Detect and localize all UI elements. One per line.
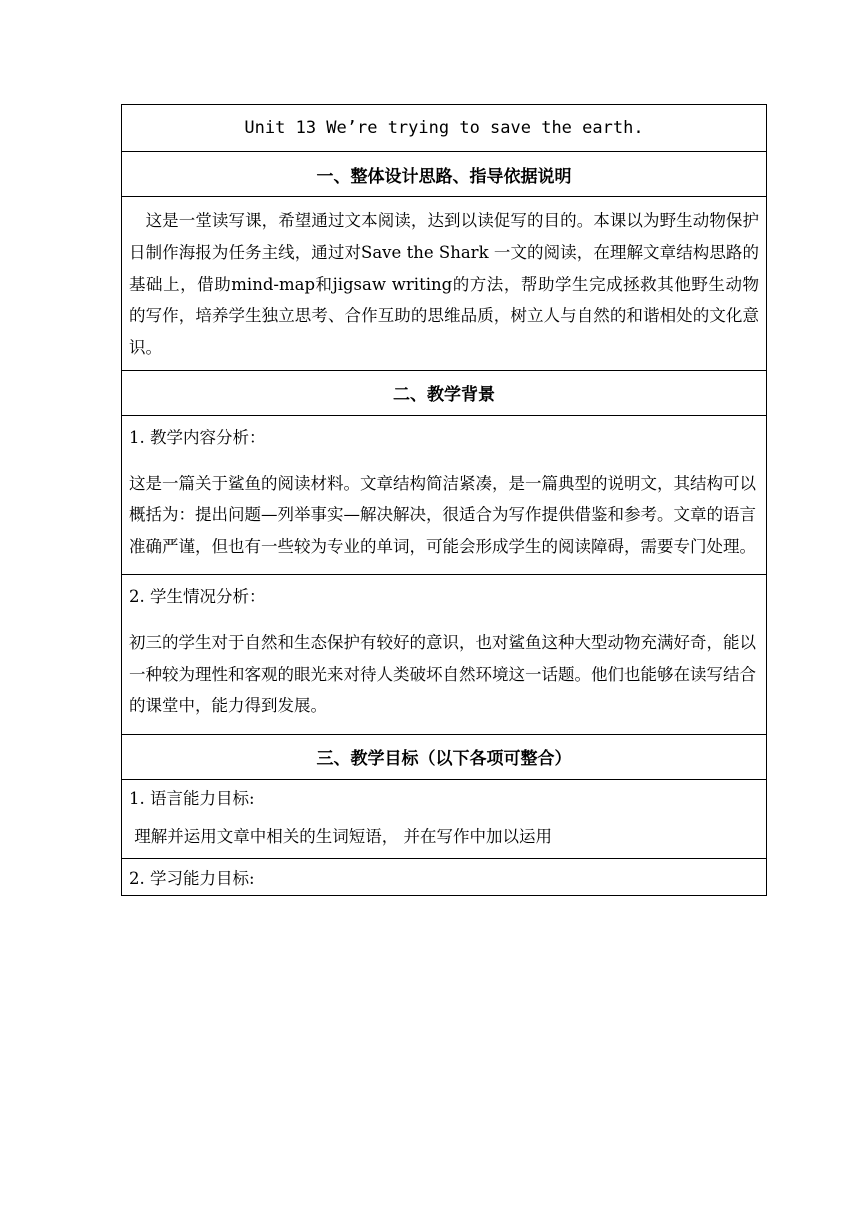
language-goal-text: 理解并运用文章中相关的生词短语， 并在写作中加以运用 bbox=[129, 826, 552, 846]
unit-title: Unit 13 We’re trying to save the earth. bbox=[122, 105, 767, 152]
content-analysis-cell bbox=[122, 415, 767, 575]
design-text: 这是一堂读写课，希望通过文本阅读，达到以读促写的目的。本课以为野生动物保护日制作海报为任务主线，通过对Save the Shark 一文的阅读，在理解文章结构思路的基础上，借助mind-map和jigsaw writing的方法，帮助学生完成拯救其他野生动物的写作，培养学生独立思考、合作互助的思维品质，树立人与自然的和谐相处的文化意识。 bbox=[129, 211, 759, 358]
learning-goal-label: 2. 学习能力目标: bbox=[122, 858, 767, 895]
spacer bbox=[129, 611, 759, 627]
content-analysis-text: 这是一篇关于鲨鱼的阅读材料。文章结构简洁紧凑，是一篇典型的说明文，其结构可以概括为：提出问题—列举事实—解决解决，很适合为写作提供借鉴和参考。文章的语言准确严谨，但也有一些较为专业的单词，可能会形成学生的阅读障碍，需要专门处理。 bbox=[129, 473, 756, 556]
spacer bbox=[129, 452, 759, 468]
language-goal-cell bbox=[122, 779, 767, 858]
section-heading-goals: 三、教学目标（以下各项可整合） bbox=[122, 734, 767, 779]
section-heading-design: 一、整体设计思路、指导依据说明 bbox=[122, 152, 767, 197]
content-analysis-label: 1. 教学内容分析： bbox=[129, 427, 266, 447]
lesson-plan-table bbox=[121, 104, 767, 896]
student-analysis-cell bbox=[122, 575, 767, 735]
student-analysis-label: 2. 学生情况分析： bbox=[129, 587, 266, 607]
student-analysis-text: 初三的学生对于自然和生态保护有较好的意识，也对鲨鱼这种大型动物充满好奇，能以一种较为理性和客观的眼光来对待人类破坏自然环境这一话题。他们也能够在读写结合的课堂中，能力得到发展。 bbox=[129, 633, 756, 716]
design-paragraph bbox=[122, 197, 767, 371]
section-heading-background: 二、教学背景 bbox=[122, 370, 767, 415]
language-goal-label: 1. 语言能力目标: bbox=[129, 788, 255, 808]
